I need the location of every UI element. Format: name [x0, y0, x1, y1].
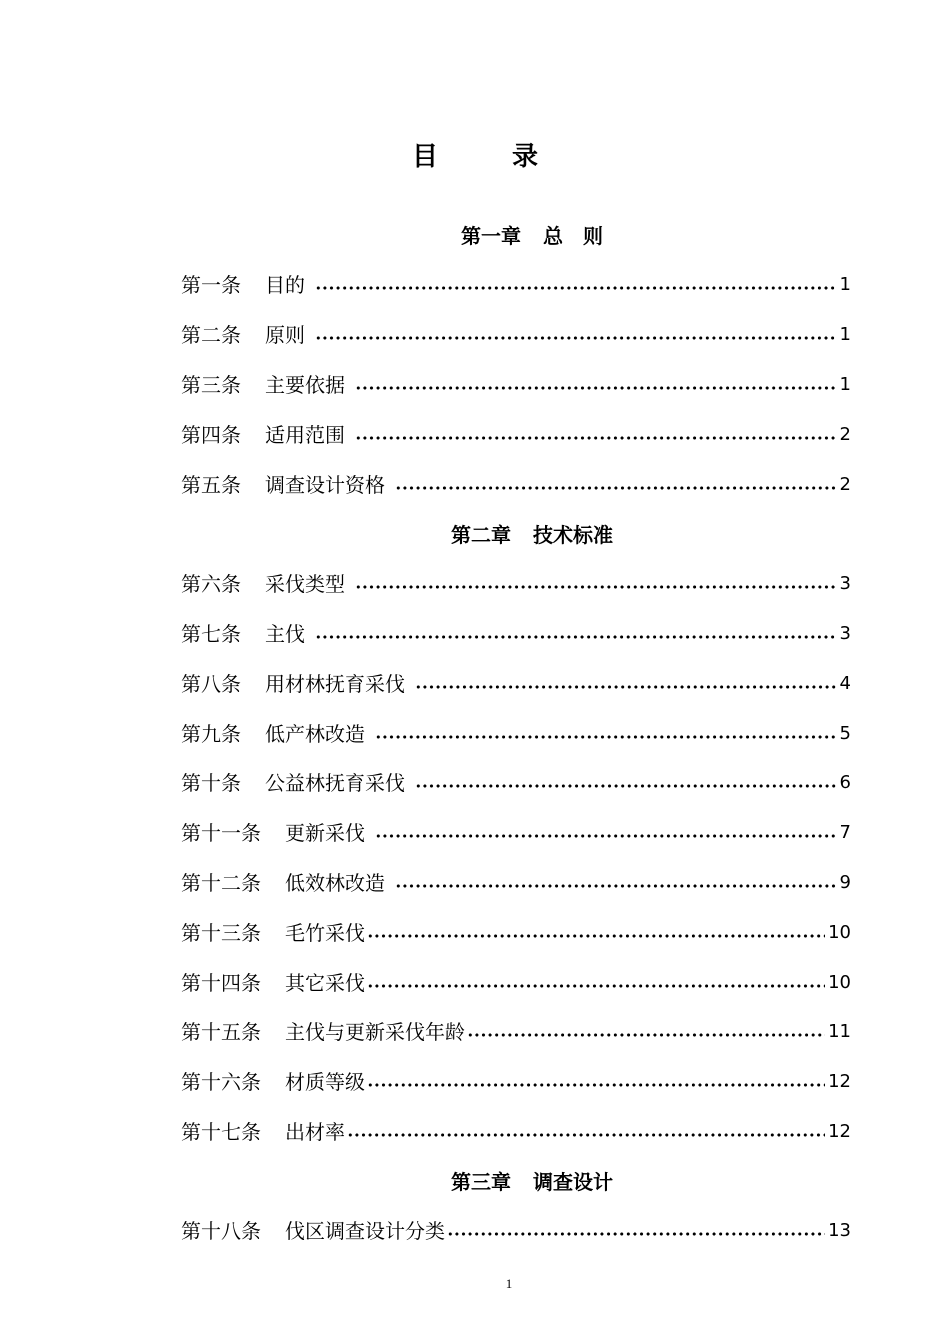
toc-entry-number: 第九条 — [181, 722, 241, 746]
toc-dot-leader — [375, 834, 837, 838]
toc-entry-page: 10 — [828, 972, 851, 993]
toc-entry[interactable] — [181, 1067, 851, 1097]
toc-entry-title: 用材林抚育采伐 — [265, 672, 405, 696]
toc-entry-number: 第五条 — [181, 473, 241, 497]
toc-entry-page: 12 — [828, 1121, 851, 1142]
toc-dot-leader — [367, 984, 825, 988]
toc-entry[interactable] — [181, 768, 851, 798]
toc-entry-page: 2 — [839, 474, 851, 495]
toc-entry-page: 7 — [839, 822, 851, 843]
toc-dot-leader — [347, 1133, 825, 1137]
toc-entry[interactable] — [181, 270, 851, 300]
toc-entry-title: 低产林改造 — [265, 722, 365, 746]
toc-dot-leader — [315, 635, 837, 639]
toc-entry-page: 10 — [828, 922, 851, 943]
toc-entry[interactable] — [181, 669, 851, 699]
page-number: 1 — [505, 1276, 513, 1291]
toc-entry-title: 主伐 — [265, 622, 305, 646]
toc-entry-page: 1 — [839, 324, 851, 345]
toc-entry-number: 第十一条 — [181, 821, 261, 845]
toc-entry[interactable] — [181, 868, 851, 898]
toc-entry[interactable] — [181, 918, 851, 948]
toc-entry-number: 第十八条 — [181, 1219, 261, 1243]
toc-dot-leader — [415, 784, 837, 788]
toc-entry-page: 1 — [839, 274, 851, 295]
toc-entry-page: 13 — [828, 1220, 851, 1241]
toc-entry-title: 调查设计资格 — [265, 473, 385, 497]
toc-dot-leader — [355, 436, 837, 440]
toc-dot-leader — [395, 486, 837, 490]
toc-dot-leader — [375, 735, 837, 739]
toc-dot-leader — [395, 884, 837, 888]
toc-entry-title: 毛竹采伐 — [285, 921, 365, 945]
toc-entry-number: 第十三条 — [181, 921, 261, 945]
toc-dot-leader — [315, 286, 837, 290]
toc-entry-number: 第四条 — [181, 423, 241, 447]
toc-entry-title: 更新采伐 — [285, 821, 365, 845]
toc-entry-number: 第七条 — [181, 622, 241, 646]
toc-dot-leader — [467, 1033, 825, 1037]
toc-entry-page: 2 — [839, 424, 851, 445]
toc-entry-number: 第十四条 — [181, 971, 261, 995]
toc-entry-number: 第十五条 — [181, 1020, 261, 1044]
page-title — [0, 136, 950, 176]
toc-entry-number: 第十二条 — [181, 871, 261, 895]
toc-entry[interactable] — [181, 968, 851, 998]
toc-entry-page: 9 — [839, 872, 851, 893]
toc-entry[interactable] — [181, 719, 851, 749]
toc-dot-leader — [415, 685, 837, 689]
toc-entry[interactable] — [181, 470, 851, 500]
toc-dot-leader — [447, 1232, 825, 1236]
toc-entry-title: 公益林抚育采伐 — [265, 771, 405, 795]
toc-entry-title: 材质等级 — [285, 1070, 365, 1094]
toc-entry-title: 其它采伐 — [285, 971, 365, 995]
chapter-number: 第二章 — [451, 523, 511, 547]
page-title-part2: 录 — [512, 142, 539, 172]
toc-entry-title: 目的 — [265, 273, 305, 297]
toc-entry-title: 适用范围 — [265, 423, 345, 447]
toc-entry[interactable] — [181, 1017, 851, 1047]
chapter-heading-2 — [0, 520, 950, 550]
toc-dot-leader — [367, 1083, 825, 1087]
toc-entry-page: 1 — [839, 374, 851, 395]
page-title-part1: 目 — [411, 142, 438, 172]
toc-entry-number: 第十六条 — [181, 1070, 261, 1094]
toc-entry[interactable] — [181, 1117, 851, 1147]
toc-dot-leader — [355, 386, 837, 390]
toc-entry-title: 原则 — [265, 323, 305, 347]
toc-entry-title: 采伐类型 — [265, 572, 345, 596]
toc-entry-number: 第十七条 — [181, 1120, 261, 1144]
toc-entry-title: 出材率 — [285, 1120, 345, 1144]
toc-entry[interactable] — [181, 320, 851, 350]
toc-entry-title: 主伐与更新采伐年龄 — [285, 1020, 465, 1044]
toc-entry-number: 第二条 — [181, 323, 241, 347]
toc-entry-title: 主要依据 — [265, 373, 345, 397]
toc-entry-page: 5 — [839, 723, 851, 744]
toc-entry[interactable] — [181, 370, 851, 400]
toc-entry[interactable] — [181, 818, 851, 848]
toc-dot-leader — [367, 934, 825, 938]
toc-entry-title: 低效林改造 — [285, 871, 385, 895]
toc-entry[interactable] — [181, 420, 851, 450]
chapter-heading-1 — [0, 221, 950, 251]
toc-dot-leader — [315, 336, 837, 340]
chapter-name: 调查设计 — [533, 1170, 613, 1194]
toc-entry-page: 12 — [828, 1071, 851, 1092]
chapter-number: 第三章 — [451, 1170, 511, 1194]
toc-dot-leader — [355, 585, 837, 589]
chapter-number: 第一章 — [461, 224, 521, 248]
toc-entry-number: 第十条 — [181, 771, 241, 795]
toc-entry-number: 第三条 — [181, 373, 241, 397]
toc-entry-number: 第八条 — [181, 672, 241, 696]
toc-entry-page: 4 — [839, 673, 851, 694]
toc-entry[interactable] — [181, 569, 851, 599]
toc-entry-number: 第一条 — [181, 273, 241, 297]
chapter-name: 技术标准 — [533, 523, 613, 547]
toc-entry[interactable] — [181, 619, 851, 649]
toc-entry-title: 伐区调查设计分类 — [285, 1219, 445, 1243]
toc-entry-page: 3 — [839, 623, 851, 644]
toc-entry-number: 第六条 — [181, 572, 241, 596]
toc-entry[interactable] — [181, 1216, 851, 1246]
chapter-name: 总 则 — [543, 224, 603, 248]
toc-entry-page: 3 — [839, 573, 851, 594]
toc-entry-page: 6 — [839, 772, 851, 793]
toc-entry-page: 11 — [828, 1021, 851, 1042]
chapter-heading-3 — [0, 1167, 950, 1197]
